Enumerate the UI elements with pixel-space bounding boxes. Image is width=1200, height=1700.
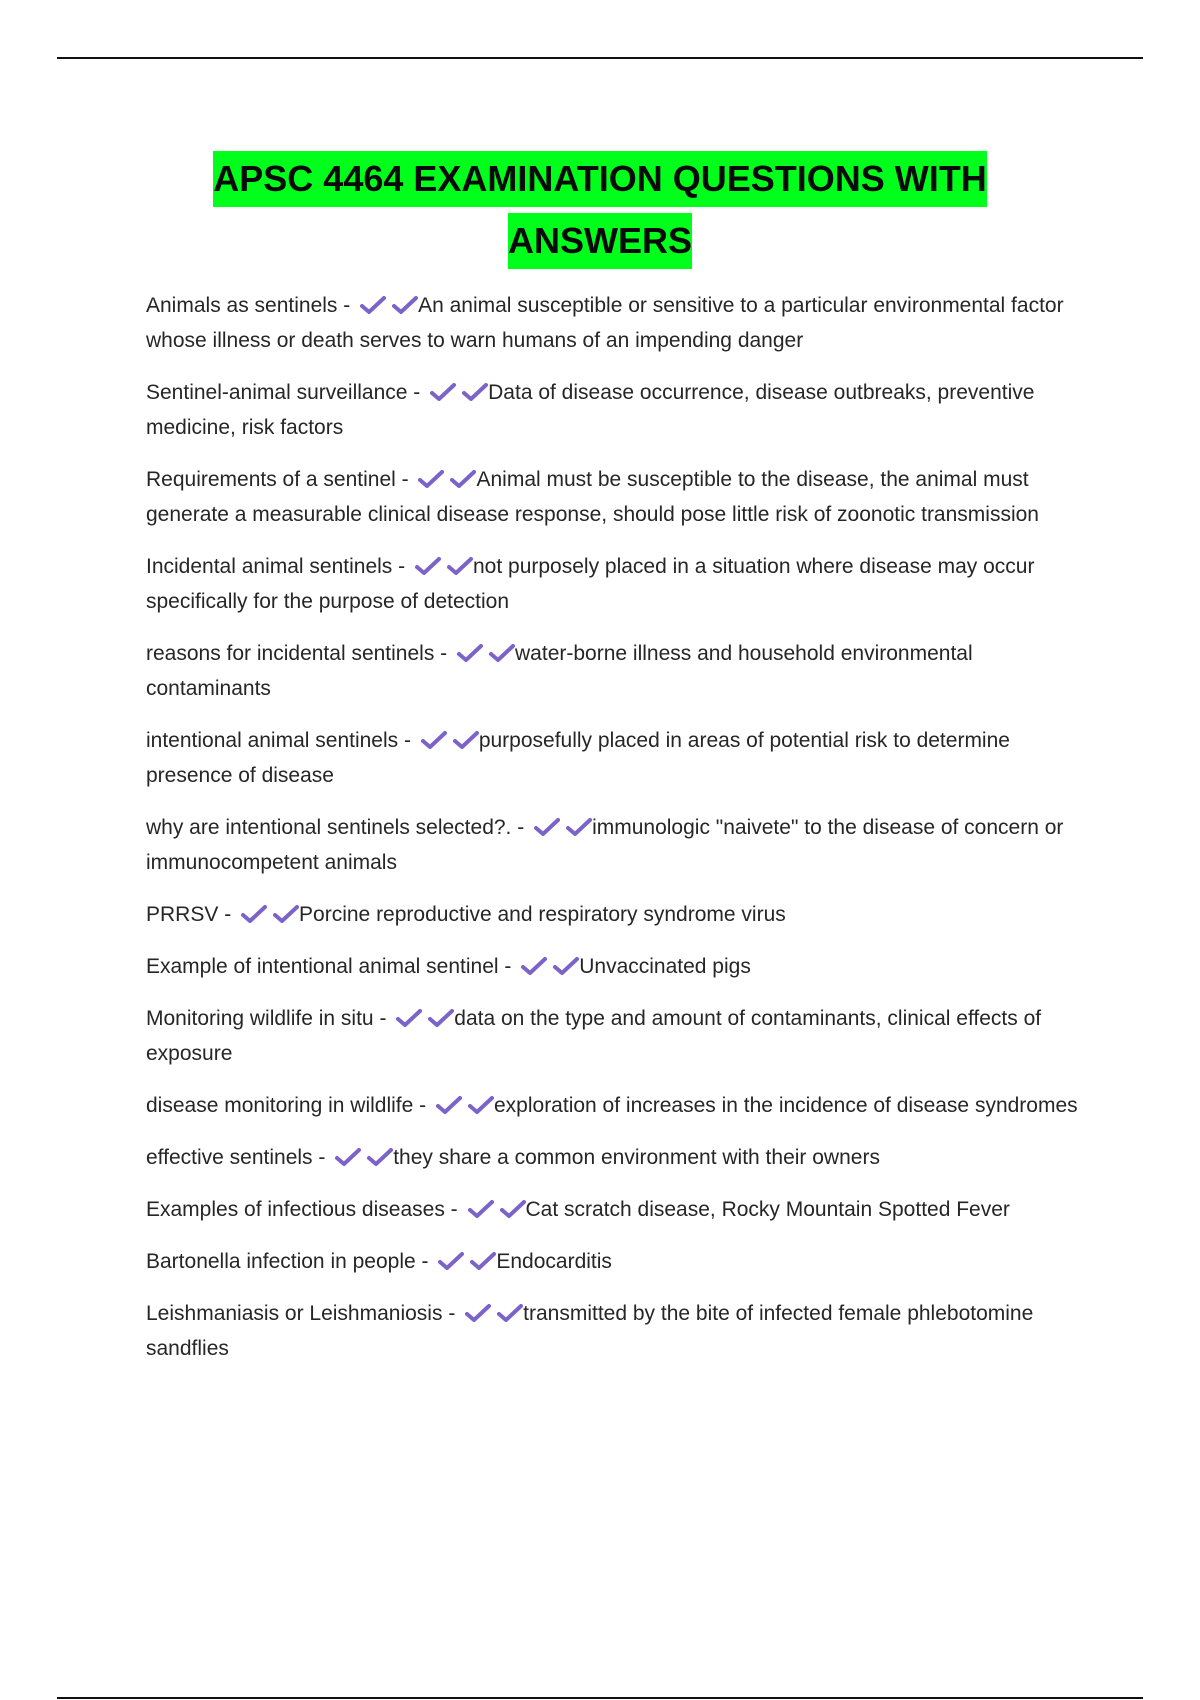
qa-separator: - [442, 1302, 462, 1325]
title-line-2: ANSWERS [508, 213, 692, 269]
checkmark-icon [470, 1251, 496, 1271]
qa-item [146, 462, 1096, 532]
qa-answer: transmitted by the bite of infected female phlebotomine sandflies [146, 1302, 1034, 1360]
checkmark-icon [241, 904, 267, 924]
checkmark-icon [396, 1008, 422, 1028]
qa-answer: water-borne illness and household environmental contaminants [146, 642, 973, 700]
checkmark-icon [462, 382, 488, 402]
qa-answer: immunologic "naivete" to the disease of concern or immunocompetent animals [146, 816, 1064, 874]
qa-separator: - [511, 816, 531, 839]
qa-answer: purposefully placed in areas of potential risk to determine presence of disease [146, 729, 1010, 787]
qa-answer: An animal susceptible or sensitive to a particular environmental factor whose illness or death serves to warn humans of an impending danger [146, 294, 1064, 352]
qa-term: Leishmaniasis or Leishmaniosis [146, 1302, 443, 1325]
checkmark-icon [447, 556, 473, 576]
qa-separator: - [434, 642, 454, 665]
qa-item [146, 1088, 1096, 1123]
qa-item [146, 1296, 1096, 1366]
checkmark-icon [415, 556, 441, 576]
checkmark-icon [566, 817, 592, 837]
checkmark-icon [273, 904, 299, 924]
qa-term: Requirements of a sentinel [146, 468, 396, 491]
qa-item [146, 1192, 1096, 1227]
qa-answer: Data of disease occurrence, disease outbreaks, preventive medicine, risk factors [146, 381, 1035, 439]
qa-separator: - [407, 381, 427, 404]
qa-separator: - [392, 555, 411, 578]
checkmark-icon [335, 1147, 361, 1167]
qa-item [146, 897, 1096, 932]
qa-item [146, 723, 1096, 793]
qa-answer: they share a common environment with their owners [393, 1146, 880, 1169]
checkmark-icon [457, 643, 483, 663]
checkmark-icon [430, 382, 456, 402]
qa-item [146, 1001, 1096, 1071]
qa-term: Sentinel-animal surveillance [146, 381, 408, 404]
checkmark-icon [553, 956, 579, 976]
checkmark-icon [489, 643, 515, 663]
qa-term: reasons for incidental sentinels [146, 642, 435, 665]
qa-separator: - [218, 903, 238, 926]
checkmark-icon [497, 1303, 523, 1323]
checkmark-icon [468, 1199, 494, 1219]
qa-item [146, 1244, 1096, 1279]
checkmark-icon [418, 469, 444, 489]
qa-answer: Cat scratch disease, Rocky Mountain Spotted Fever [525, 1198, 1010, 1221]
qa-separator: - [415, 1250, 435, 1273]
bottom-rule [57, 1697, 1143, 1699]
qa-term: why are intentional sentinels selected?. [146, 816, 512, 839]
qa-term: effective sentinels [146, 1146, 313, 1169]
top-rule [57, 57, 1143, 59]
qa-answer: exploration of increases in the incidence of disease syndromes [493, 1094, 1078, 1117]
qa-answer: data on the type and amount of contaminants, clinical effects of exposure [146, 1007, 1042, 1065]
qa-term: Incidental animal sentinels [146, 555, 393, 578]
qa-item [146, 1140, 1096, 1175]
qa-answer: Porcine reproductive and respiratory syndrome virus [299, 903, 786, 926]
qa-separator: - [398, 729, 417, 752]
qa-term: disease monitoring in wildlife [146, 1094, 414, 1117]
checkmark-icon [468, 1095, 494, 1115]
qa-term: Bartonella infection in people [146, 1250, 416, 1273]
qa-list [146, 288, 1096, 1383]
checkmark-icon [521, 956, 547, 976]
qa-answer: not purposely placed in a situation where disease may occur specifically for the purpose of detection [146, 555, 1035, 613]
qa-separator: - [337, 294, 357, 317]
document-title [100, 148, 1100, 272]
qa-term: Examples of infectious diseases [146, 1198, 445, 1221]
qa-separator: - [498, 955, 518, 978]
qa-item [146, 949, 1096, 984]
checkmark-icon [428, 1008, 454, 1028]
checkmark-icon [534, 817, 560, 837]
qa-answer: Animal must be susceptible to the disease, the animal must generate a measurable clinical disease response, should pose little risk of zoonotic transmission [146, 468, 1039, 526]
qa-item [146, 636, 1096, 706]
qa-answer: Endocarditis [496, 1250, 612, 1273]
checkmark-icon [465, 1303, 491, 1323]
checkmark-icon [453, 730, 479, 750]
qa-separator: - [395, 468, 415, 491]
qa-item [146, 549, 1096, 619]
qa-answer: Unvaccinated pigs [579, 955, 751, 978]
checkmark-icon [392, 295, 418, 315]
qa-term: Animals as sentinels [146, 294, 338, 317]
checkmark-icon [500, 1199, 526, 1219]
checkmark-icon [360, 295, 386, 315]
title-line-1: APSC 4464 EXAMINATION QUESTIONS WITH [213, 151, 986, 207]
qa-item [146, 375, 1096, 445]
qa-term: PRRSV [146, 903, 219, 926]
checkmark-icon [438, 1251, 464, 1271]
qa-separator: - [413, 1094, 432, 1117]
qa-separator: - [373, 1007, 393, 1030]
checkmark-icon [421, 730, 447, 750]
qa-separator: - [312, 1146, 332, 1169]
qa-term: Example of intentional animal sentinel [146, 955, 499, 978]
checkmark-icon [367, 1147, 393, 1167]
qa-term: Monitoring wildlife in situ [146, 1007, 374, 1030]
checkmark-icon [436, 1095, 462, 1115]
qa-item [146, 288, 1096, 358]
checkmark-icon [450, 469, 476, 489]
qa-term: intentional animal sentinels [146, 729, 399, 752]
qa-separator: - [444, 1198, 464, 1221]
qa-item [146, 810, 1096, 880]
